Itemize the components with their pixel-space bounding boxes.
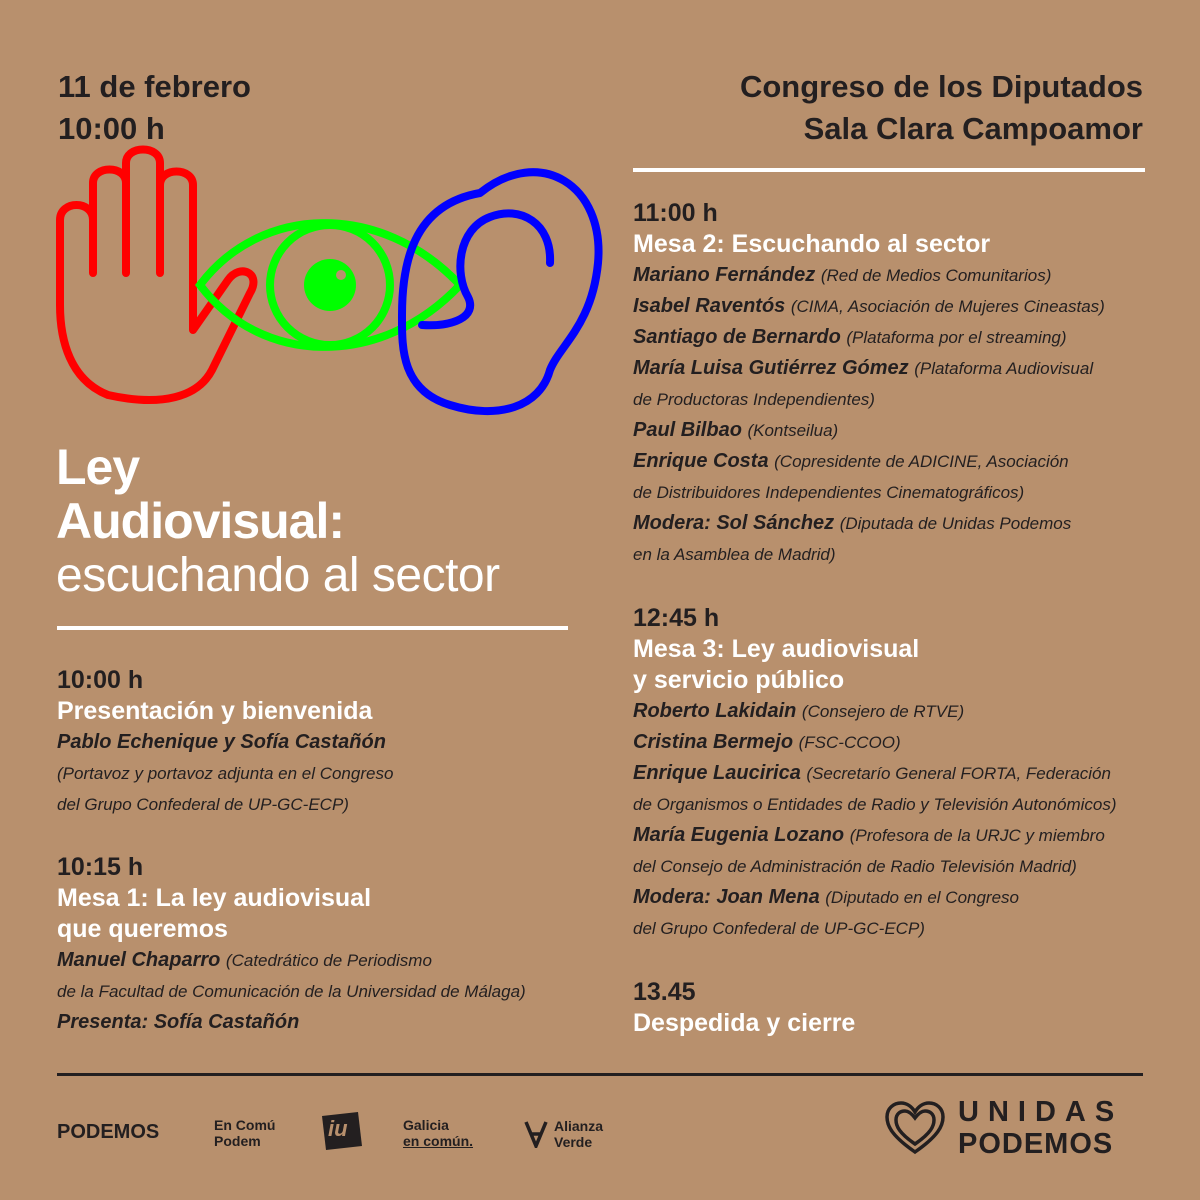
logo-text: en común.	[403, 1133, 474, 1149]
session-title-cont: que queremos	[57, 915, 228, 943]
session-title: Mesa 3: Ley audiovisual	[633, 635, 920, 663]
event-date-time	[58, 66, 251, 150]
session-mesa-2	[633, 198, 1193, 570]
iu-logo	[318, 1110, 364, 1152]
speaker-name: Santiago de Bernardo	[633, 326, 841, 348]
unidas-podemos-logo	[884, 1096, 1144, 1162]
session-time: 10:15 h	[57, 853, 144, 881]
venue-divider	[633, 168, 1145, 172]
session-time: 10:00 h	[57, 666, 144, 694]
moderator-name: Modera: Sol Sánchez	[633, 512, 835, 534]
moderator-affiliation: (Diputada de Unidas Podemos	[839, 514, 1072, 533]
moderator-entry	[633, 882, 1193, 913]
session-title: Mesa 2: Escuchando al sector	[633, 230, 991, 258]
session-time: 13.45	[633, 978, 696, 1006]
speaker-note: del Grupo Confederal de UP-GC-ECP)	[57, 795, 349, 814]
speaker-name: Pablo Echenique y Sofía Castañón	[57, 731, 386, 753]
session-welcome	[57, 665, 617, 820]
event-date: 11 de febrero	[58, 69, 251, 104]
illustration	[50, 145, 610, 435]
session-mesa-1	[57, 852, 617, 1038]
speaker-affiliation-cont: del Consejo de Administración de Radio Televisión Madrid)	[633, 857, 1077, 876]
logo-text: UNIDAS	[958, 1096, 1124, 1128]
galicia-en-comun-logo	[403, 1117, 473, 1149]
speaker-affiliation: (Copresidente de ADICINE, Asociación	[774, 452, 1069, 471]
event-title	[56, 440, 500, 604]
speaker-entry	[633, 322, 1193, 353]
speaker-entry	[633, 727, 1193, 758]
podemos-logo: PODEMOS	[57, 1121, 160, 1143]
logo-text: PODEMOS	[958, 1128, 1114, 1160]
session-title: Presentación y bienvenida	[57, 697, 373, 725]
speaker-name: María Luisa Gutiérrez Gómez	[633, 357, 909, 379]
speaker-name: Isabel Raventós	[633, 295, 786, 317]
session-title: Despedida y cierre	[633, 1009, 856, 1037]
speaker-note: (Portavoz y portavoz adjunta en el Congreso	[57, 764, 394, 783]
speaker-entry	[633, 696, 1193, 727]
speaker-entry	[633, 415, 1193, 446]
logo-text: Alianza	[554, 1118, 604, 1134]
session-title: Mesa 1: La ley audiovisual	[57, 884, 372, 912]
speaker-affiliation: (Catedrático de Periodismo	[225, 951, 432, 970]
session-time: 12:45 h	[633, 604, 720, 632]
logo-text: Verde	[554, 1134, 593, 1150]
speaker-name: Enrique Laucirica	[633, 762, 801, 784]
speaker-affiliation: (Plataforma por el streaming)	[846, 328, 1067, 347]
title-divider	[57, 626, 568, 630]
moderator-entry	[633, 508, 1193, 539]
speaker-entry	[633, 758, 1193, 789]
footer-divider	[57, 1073, 1143, 1076]
venue-building: Congreso de los Diputados	[739, 69, 1143, 104]
hand-icon	[60, 150, 253, 401]
speaker-name: Enrique Costa	[633, 450, 769, 472]
logo-text: Podem	[214, 1133, 261, 1149]
speaker-affiliation: (Profesora de la URJC y miembro	[849, 826, 1105, 845]
speaker-entry	[633, 291, 1193, 322]
speaker-name: Manuel Chaparro	[57, 949, 221, 971]
speaker-name: Roberto Lakidain	[633, 700, 797, 722]
presenter-name: Presenta: Sofía Castañón	[57, 1011, 300, 1033]
speaker-affiliation: (CIMA, Asociación de Mujeres Cineastas)	[790, 297, 1105, 316]
speaker-name: Cristina Bermejo	[633, 731, 794, 753]
speaker-affiliation: (Red de Medios Comunitarios)	[820, 266, 1052, 285]
moderator-name: Modera: Joan Mena	[633, 886, 820, 908]
speaker-entry	[633, 820, 1193, 851]
speaker-affiliation-cont: de Distribuidores Independientes Cinematográficos)	[633, 483, 1025, 502]
moderator-affiliation-cont: del Grupo Confederal de UP-GC-ECP)	[633, 919, 925, 938]
session-time: 11:00 h	[633, 199, 718, 227]
logo-text: Galicia	[403, 1117, 449, 1133]
speaker-affiliation-cont: de la Facultad de Comunicación de la Universidad de Málaga)	[57, 982, 526, 1001]
moderator-affiliation-cont: en la Asamblea de Madrid)	[633, 545, 836, 564]
speaker-name: Mariano Fernández	[633, 264, 816, 286]
event-time: 10:00 h	[58, 111, 165, 146]
speaker-affiliation-cont: de Organismos o Entidades de Radio y Televisión Autonómicos)	[633, 795, 1117, 814]
logo-text: iu	[328, 1116, 348, 1141]
speaker-affiliation: (Kontseilua)	[747, 421, 839, 440]
speaker-affiliation: (FSC-CCOO)	[798, 733, 901, 752]
encomu-podem-logo	[214, 1117, 275, 1149]
session-title-cont: y servicio público	[633, 666, 845, 694]
speaker-entry	[633, 260, 1193, 291]
speaker-affiliation-cont: de Productoras Independientes)	[633, 390, 875, 409]
title-line-1: Ley	[56, 439, 140, 495]
event-venue	[740, 66, 1143, 150]
ear-icon	[402, 172, 599, 411]
speaker-name: Paul Bilbao	[633, 419, 742, 441]
speaker-name: María Eugenia Lozano	[633, 824, 845, 846]
speaker-affiliation: (Secretarío General FORTA, Federación	[806, 764, 1111, 783]
venue-room: Sala Clara Campoamor	[803, 111, 1143, 146]
title-line-2: Audiovisual:	[56, 493, 345, 549]
session-closing	[633, 977, 1193, 1039]
logo-text: En Comú	[214, 1117, 276, 1133]
speaker-affiliation: (Plataforma Audiovisual	[914, 359, 1094, 378]
speaker-entry	[57, 945, 617, 976]
speaker-entry	[633, 446, 1193, 477]
alianza-verde-mark	[524, 1120, 548, 1148]
moderator-affiliation: (Diputado en el Congreso	[825, 888, 1019, 907]
speaker-entry	[633, 353, 1193, 384]
session-mesa-3	[633, 603, 1193, 944]
heart-icon	[884, 1100, 946, 1156]
speaker-affiliation: (Consejero de RTVE)	[801, 702, 965, 721]
title-line-3: escuchando al sector	[56, 549, 500, 602]
